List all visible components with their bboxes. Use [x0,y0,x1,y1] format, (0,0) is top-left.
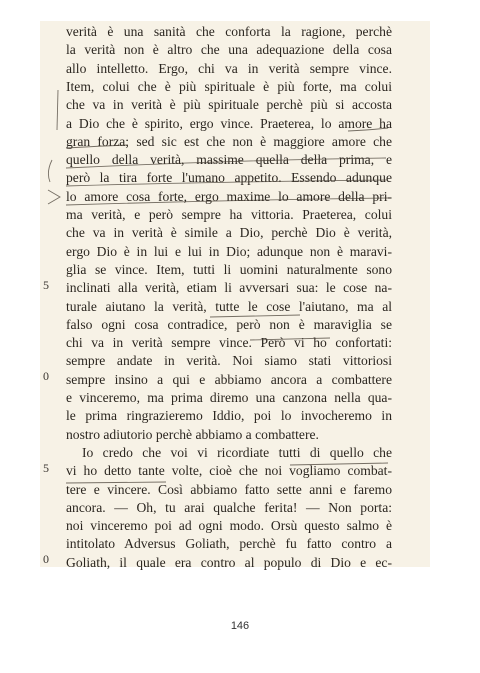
text-line: falso ogni cosa contradice, però non è maraviglia se [66,316,392,332]
text-line: gran forza; sed sic est che non è maggiore amore che [66,133,392,149]
text-line: però la tira forte l'umano appetito. Essendo adunque [66,170,392,186]
text-line: che va in verità è simile a Dio, perchè Dio è verità, [66,225,392,241]
text-line: lo amore cosa forte, ergo maxime lo amore della pri- [66,188,392,204]
text-line: inclinati alla verità, etiam li avversari sua: le cose na- [66,280,392,296]
text-line: glia se vince. Item, tutti li uomini naturalmente sono [66,261,392,277]
text-line: tere e vincere. Così abbiamo fatto sette anni e faremo [66,481,392,497]
margin-line-number: 0 [43,552,49,566]
text-line: la verità non è altro che una adequazione della cosa [66,42,392,58]
text-line: Goliath, il quale era contro al populo di Dio e ec- [66,554,392,570]
text-line: e vinceremo, ma prima diremo una canzona nella qua- [66,390,392,405]
text-line: sempre insino a qui e abbiamo ancora a combattere [66,371,392,387]
text-line: vi ho detto tante volte, cioè che noi vogliamo combat- [66,463,392,479]
text-line: le prima ringrazieremo Iddio, poi lo invocheremo in [66,408,392,424]
text-line: che va in verità è più spirituale perchè più si accosta [66,97,392,113]
margin-line-number: 0 [43,369,49,383]
text-line: a Dio che è spirito, ergo vince. Praeterea, lo amore ha [66,115,392,131]
text-line: allo intelletto. Ergo, chi va in verità sempre vince. [66,60,392,76]
margin-line-number: 5 [43,461,49,475]
text-line: quello della verità, massime quella della prima, e [66,152,392,168]
page-number: 146 [230,620,250,632]
text-line: sempre andate in verità. Noi siamo stati vittoriosi [66,353,392,369]
text-line: ma verità, e però sempre ha vittoria. Praeterea, colui [66,207,392,222]
text-line: ergo Dio è in lui e lui in Dio; adunque non è maravi- [66,243,392,259]
text-line: chi va in verità sempre vince. Però vi ho confortati: [66,335,392,351]
text-line: noi vinceremo poi ad ogni modo. Orsù questo salmo è [66,518,392,534]
text-line: Item, colui che è più spirituale è più forte, ma colui [66,78,392,94]
text-line: verità è una sanità che conforta la ragione, perchè [66,24,392,39]
margin-line-number: 5 [43,278,49,292]
text-line: Io credo che voi vi ricordiate tutti di quello che [82,444,392,460]
text-line: ancora. — Oh, tu arai qualche ferita! — Non porta: [66,499,392,515]
text-line: nostro adiutorio perchè abbiamo a combattere. [66,426,319,442]
text-line: turale aiutano la verità, tutte le cose l'aiutano, ma al [66,298,392,314]
text-line: intitolato Adversus Goliath, perchè fu fatto contro a [66,536,392,552]
